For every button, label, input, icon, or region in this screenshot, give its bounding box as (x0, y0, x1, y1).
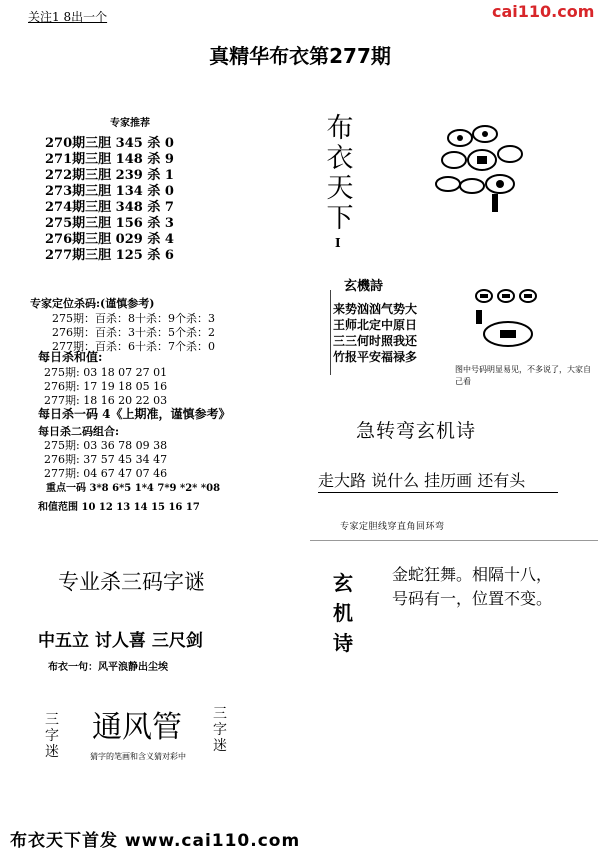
brand-url[interactable]: cai110.com (492, 2, 595, 21)
expert-position-heading: 专家定位杀码:(谨慎参考) (30, 297, 155, 310)
poem-line: 王师北定中原日 (333, 318, 418, 332)
expert-subtitle: 专家定胆线穿直角回环弯 (340, 522, 445, 532)
poem-line: 来势汹汹气势大 (333, 302, 418, 316)
kill-row: 275期三胆 156 杀 3 (45, 216, 174, 231)
coin-puzzle-illustration (470, 286, 545, 358)
riddle-right-label: 三字迷 (213, 706, 227, 754)
kill-row: 270期三胆 345 杀 0 (45, 136, 174, 151)
sum-range-line: 和值范围 10 12 13 14 15 16 17 (38, 502, 200, 513)
turn-poem-title: 急转弯玄机诗 (356, 420, 477, 442)
kill-row: 273期三胆 134 杀 0 (45, 184, 174, 199)
poem-title: 玄機詩 (344, 279, 384, 294)
kill-row: 272期三胆 239 杀 1 (45, 168, 174, 183)
expert-position-row: 277期：百杀：6十杀：7个杀：0 (52, 340, 215, 353)
top-note: 关注1 8出一个 (28, 10, 108, 24)
coins-illustration (430, 120, 530, 215)
expert-position-row: 275期：百杀：8十杀：9个杀：3 (52, 312, 215, 325)
riddle-hint: 猜字的笔画和含义猜对彩中 (90, 752, 186, 761)
mystic-line-1: 金蛇狂舞。相隔十八， (392, 565, 553, 584)
kill-one-heading: 每日杀一码 4《上期准，谨慎参考》 (38, 407, 231, 421)
key-number-line: 重点一码 3*8 6*5 1*4 7*9 *2* *08 (46, 483, 221, 494)
kill-row: 277期三胆 125 杀 6 (45, 248, 174, 263)
page-title: 真精华布衣第277期 (209, 44, 391, 68)
poem-line: 竹报平安福禄多 (333, 350, 418, 364)
kill-row: 271期三胆 148 杀 9 (45, 152, 174, 167)
kill-two-heading: 每日杀二码组合: (38, 425, 120, 438)
buyi-vertical-title: 布衣天下 (326, 113, 354, 234)
kill-row: 274期三胆 348 杀 7 (45, 200, 174, 215)
mystic-line-2: 号码有一，位置不变。 (392, 589, 553, 608)
combo-row: 276期: 37 57 45 34 47 (44, 453, 168, 466)
daily-sum-heading: 每日杀和值: (38, 350, 103, 364)
daily-sum-row: 276期: 17 19 18 05 16 (44, 380, 168, 393)
picture-caption: 图中号码明显易见，不多说了，大家自己看 (455, 365, 591, 386)
riddle-word: 通风管 (92, 710, 182, 745)
expert-position-row: 276期：百杀：3十杀：5个杀：2 (52, 326, 215, 339)
kill-section-heading: 专家推荐 (110, 118, 150, 129)
road-underline (318, 492, 558, 493)
kill-row: 276期三胆 029 杀 4 (45, 232, 174, 247)
combo-row: 277期: 04 67 47 07 46 (44, 467, 168, 480)
riddle-title: 专业杀三码字谜 (58, 570, 205, 594)
phrase-line: 布衣一句：风平浪静出尘埃 (48, 662, 168, 673)
footer-line: 布衣天下首发 www.cai110.com (10, 831, 301, 851)
daily-sum-row: 277期: 18 16 20 22 03 (44, 394, 168, 407)
riddle-left-label: 三字迷 (45, 712, 59, 760)
xuanji-vertical: 玄机诗 (333, 571, 353, 655)
road-line: 走大路 说什么 挂历画 还有头 (318, 471, 526, 490)
daily-sum-row: 275期: 03 18 07 27 01 (44, 366, 168, 379)
combo-row: 275期: 03 36 78 09 38 (44, 439, 168, 452)
poem-line: 三三何时照我还 (333, 334, 418, 348)
riddle-answer: 中五立 讨人喜 三尺剑 (38, 631, 203, 651)
buyi-mark: I (335, 236, 341, 250)
